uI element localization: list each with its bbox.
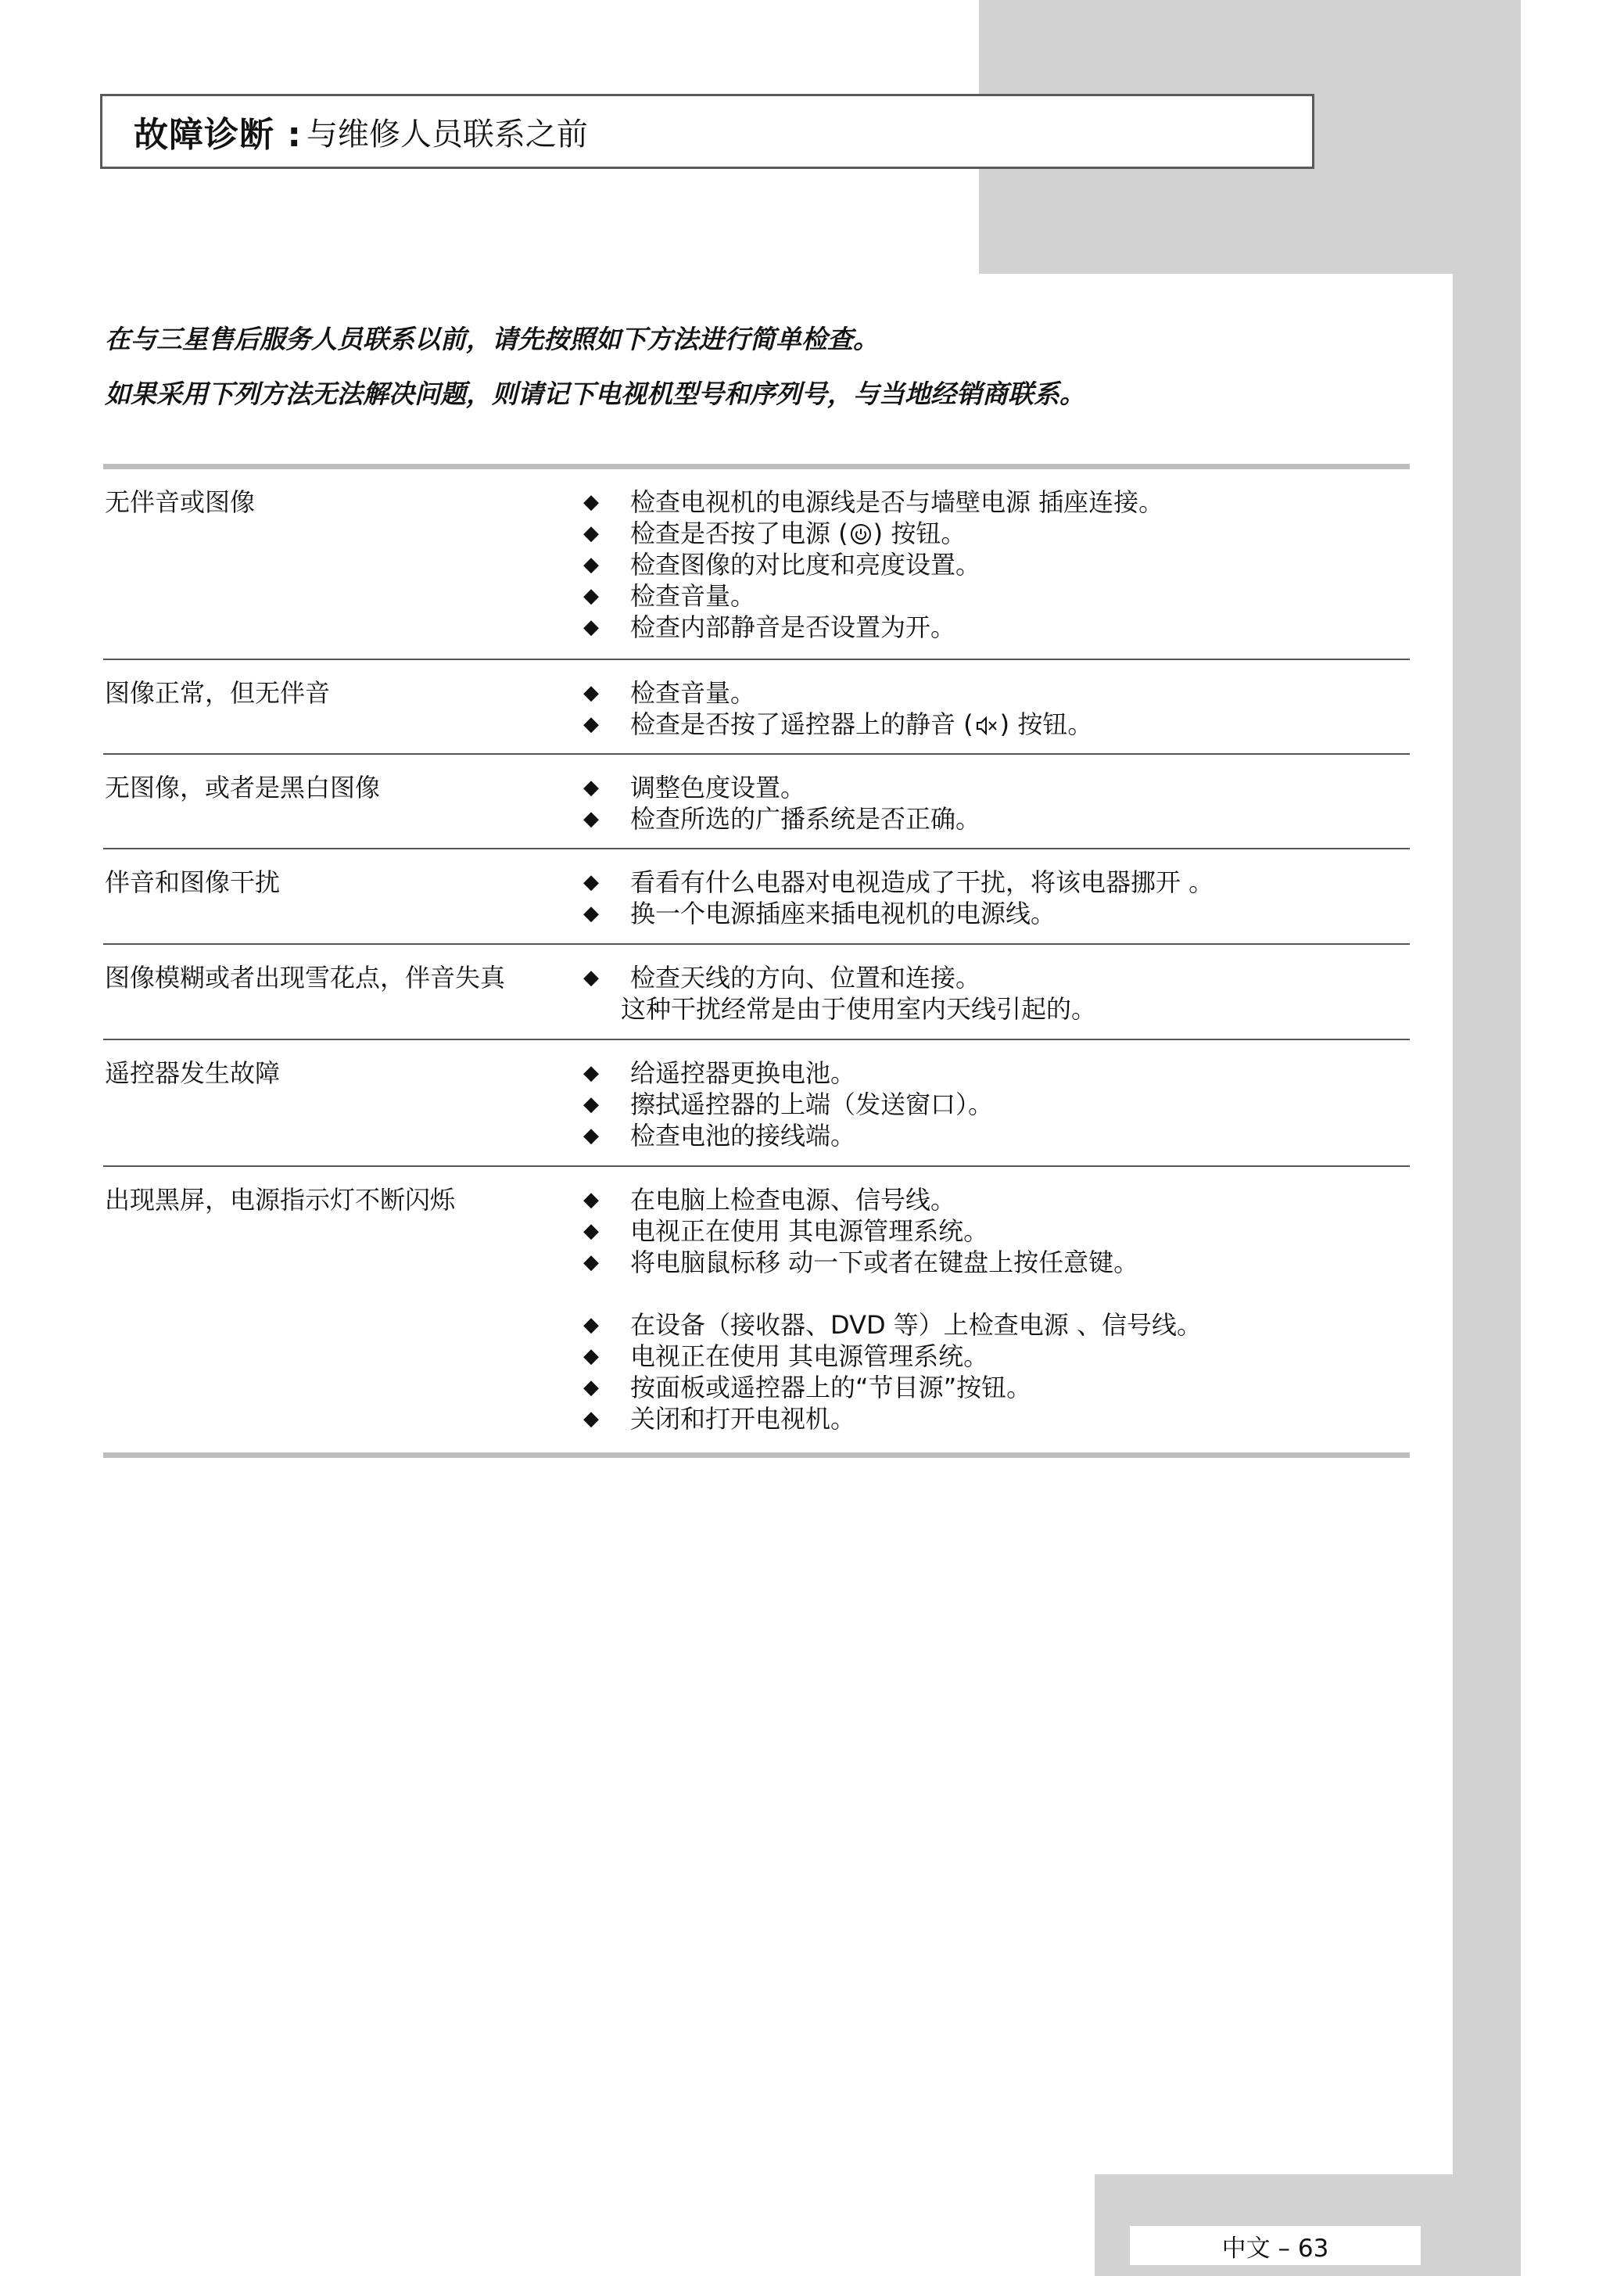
power-icon	[850, 523, 872, 545]
list-item: ◆ 调整色度设置。	[574, 772, 1410, 803]
table-row	[103, 469, 1410, 659]
list-item: ◆ 检查音量。	[574, 677, 1410, 709]
fixes-cell	[574, 867, 1410, 943]
diamond-bullet-icon: ◆	[583, 1376, 599, 1399]
diamond-bullet-icon: ◆	[583, 1124, 599, 1147]
symptom-cell: 无图像，或者是黑白图像	[105, 773, 381, 802]
table-row	[103, 1167, 1410, 1452]
diamond-bullet-icon: ◆	[583, 966, 599, 989]
diamond-bullet-icon: ◆	[583, 681, 599, 705]
diamond-bullet-icon: ◆	[583, 1251, 599, 1274]
fixes-cell	[574, 962, 1410, 1039]
fixes-cell	[574, 486, 1410, 659]
list-item: ◆ 给遥控器更换电池。	[574, 1057, 1410, 1089]
diamond-bullet-icon: ◆	[583, 1093, 599, 1116]
list-item: ◆ 检查是否按了遥控器上的静音 ( ) 按钮。	[574, 709, 1410, 740]
table-row	[103, 1040, 1410, 1165]
diamond-bullet-icon: ◆	[583, 1344, 599, 1368]
list-item: ◆ 换一个电源插座来插电视机的电源线。	[574, 898, 1410, 929]
list-item: ◆ 检查所选的广播系统是否正确。	[574, 803, 1410, 835]
troubleshooting-table	[103, 464, 1410, 1458]
diamond-bullet-icon: ◆	[583, 553, 599, 576]
symptom-cell: 无伴音或图像	[105, 487, 256, 517]
diamond-bullet-icon: ◆	[583, 776, 599, 799]
table-row	[103, 660, 1410, 753]
symptom-cell: 图像正常，但无伴音	[105, 678, 331, 708]
page-subtitle: 与维修人员联系之前	[306, 116, 588, 153]
table-bottom-rule	[103, 1452, 1410, 1458]
list-item: ◆ 检查图像的对比度和亮度设置。	[574, 549, 1410, 580]
intro-line-1: 在与三星售后服务人员联系以前，请先按照如下方法进行简单检查。	[105, 324, 879, 354]
list-item-continuation: 这种干扰经常是由于使用室内天线引起的。	[621, 994, 1097, 1024]
list-item: ◆ 检查内部静音是否设置为开。	[574, 612, 1410, 643]
list-item: ◆ 关闭和打开电视机。	[574, 1403, 1410, 1434]
diamond-bullet-icon: ◆	[583, 871, 599, 894]
diamond-bullet-icon: ◆	[583, 1061, 599, 1085]
fixes-cell	[574, 1184, 1410, 1452]
mute-icon	[975, 716, 998, 736]
decorative-gray-strip-right	[1453, 0, 1521, 2276]
page-number: 中文 – 63	[1130, 2226, 1421, 2265]
intro-line-2: 如果采用下列方法无法解决问题，则请记下电视机型号和序列号，与当地经销商联系。	[105, 379, 1085, 409]
list-item: ◆ 检查音量。	[574, 580, 1410, 612]
list-item: ◆ 检查天线的方向、位置和连接。	[574, 962, 1410, 993]
symptom-cell: 图像模糊或者出现雪花点，伴音失真	[105, 963, 506, 993]
list-item: ◆ 检查电视机的电源线是否与墙壁电源 插座连接。	[574, 486, 1410, 518]
table-row	[103, 849, 1410, 943]
symptom-cell: 伴音和图像干扰	[105, 867, 281, 897]
list-item: ◆ 电视正在使用 其电源管理系统。	[574, 1215, 1410, 1247]
list-item: ◆ 将电脑鼠标移 动一下或者在键盘上按任意键。	[574, 1247, 1410, 1278]
page-title-box	[100, 94, 1314, 169]
list-item: ◆ 在设备（接收器、DVD 等）上检查电源 、信号线。	[574, 1309, 1410, 1341]
diamond-bullet-icon: ◆	[583, 490, 599, 514]
list-item: ◆ 在电脑上检查电源、信号线。	[574, 1184, 1410, 1215]
fixes-cell	[574, 1057, 1410, 1165]
fixes-cell	[574, 677, 1410, 753]
diamond-bullet-icon: ◆	[583, 584, 599, 608]
list-item: ◆ 擦拭遥控器的上端（发送窗口）。	[574, 1089, 1410, 1120]
list-item: ◆ 按面板或遥控器上的“节目源”按钮。	[574, 1372, 1410, 1403]
diamond-bullet-icon: ◆	[583, 1313, 599, 1337]
diamond-bullet-icon: ◆	[583, 1407, 599, 1431]
list-item: ◆ 检查电池的接线端。	[574, 1120, 1410, 1151]
list-item: ◆ 电视正在使用 其电源管理系统。	[574, 1341, 1410, 1372]
diamond-bullet-icon: ◆	[583, 522, 599, 545]
table-row	[103, 755, 1410, 848]
symptom-cell: 遥控器发生故障	[105, 1058, 281, 1088]
diamond-bullet-icon: ◆	[583, 713, 599, 736]
fixes-cell	[574, 772, 1410, 848]
diamond-bullet-icon: ◆	[583, 616, 599, 639]
list-item: ◆ 看看有什么电器对电视造成了干扰，将该电器挪开 。	[574, 867, 1410, 898]
diamond-bullet-icon: ◆	[583, 807, 599, 831]
page-title: 故障诊断 :	[134, 115, 302, 155]
diamond-bullet-icon: ◆	[583, 1188, 599, 1212]
table-row	[103, 945, 1410, 1039]
symptom-cell: 出现黑屏，电源指示灯不断闪烁	[105, 1185, 456, 1215]
list-item: ◆ 检查是否按了电源 ( ) 按钮。	[574, 518, 1410, 549]
diamond-bullet-icon: ◆	[583, 1219, 599, 1243]
table-top-rule	[103, 464, 1410, 469]
diamond-bullet-icon: ◆	[583, 902, 599, 925]
